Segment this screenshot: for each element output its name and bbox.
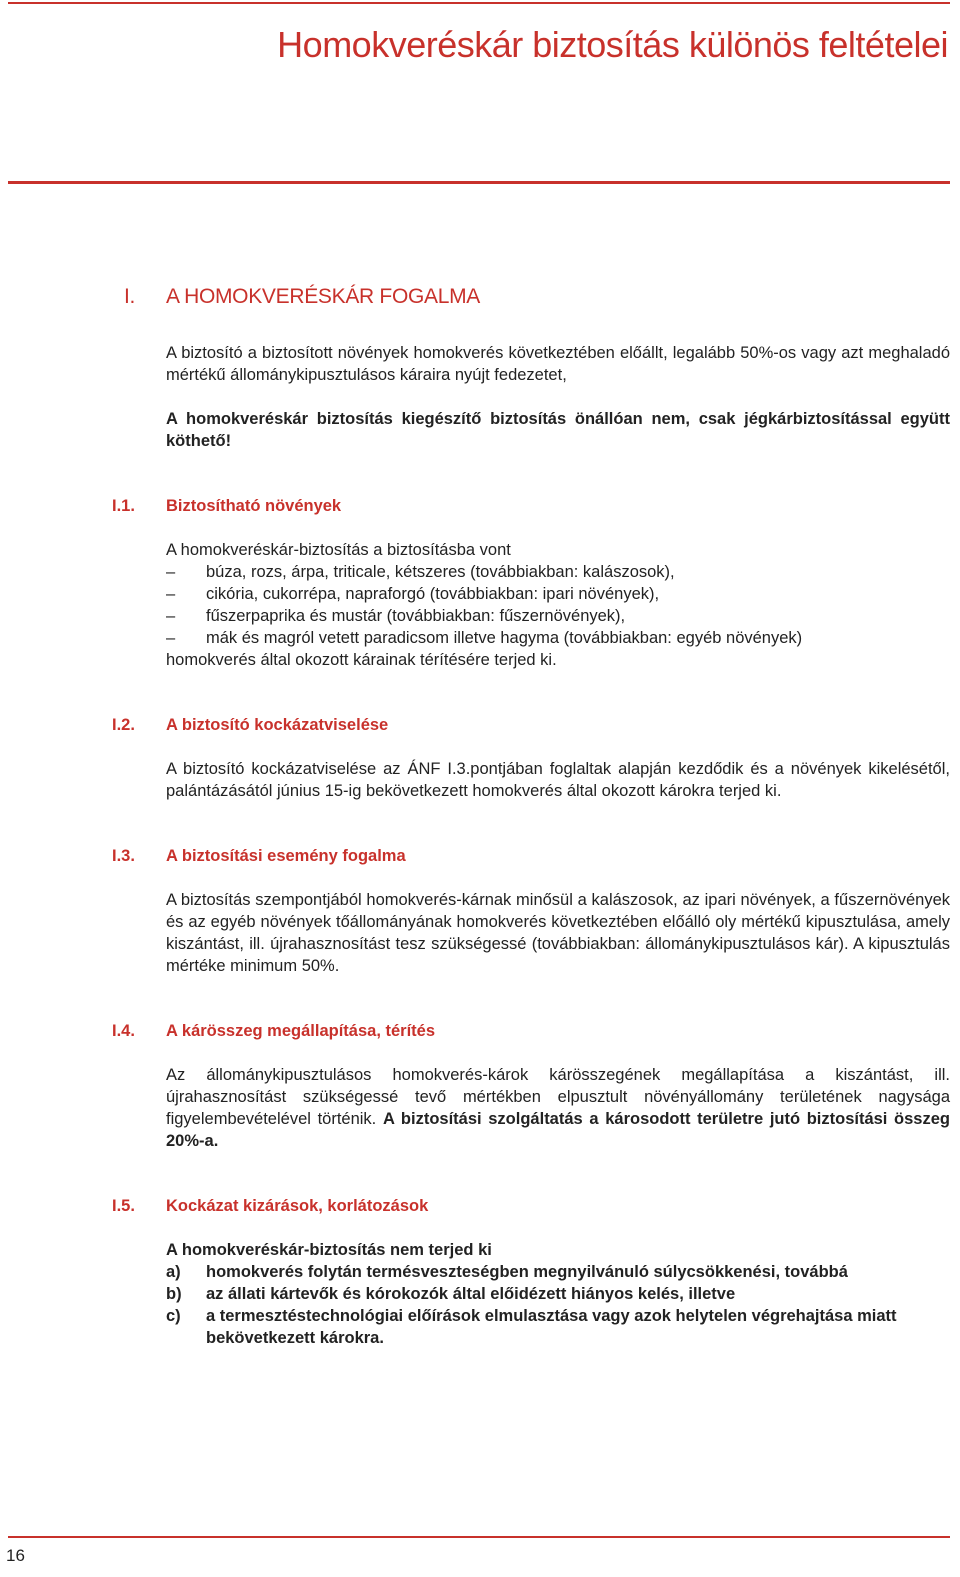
- subsection-body-2: [166, 758, 950, 802]
- risk-coverage-text: A biztosító kockázatviselése az ÁNF I.3.pontjában foglaltak alapján kezdődik és a növények kikelésétől, palántázásától június 15-ig bekövetkezett homokverés által okozott károkra terjed ki.: [166, 760, 950, 800]
- subsection-heading-3: [112, 845, 406, 867]
- dash-mark: –: [166, 563, 176, 581]
- subsection-number: I.4.: [112, 1022, 135, 1040]
- subsection-title: Biztosítható növények: [166, 497, 342, 515]
- subsection-heading-5: [112, 1195, 428, 1217]
- list-marker: c): [166, 1307, 181, 1325]
- loss-assessment-bold: A biztosítási szolgáltatás a károsodott területre jutó biztosítási összeg 20%-a.: [166, 1110, 950, 1150]
- section-heading: [124, 285, 480, 309]
- subsection-title: A biztosítási esemény fogalma: [166, 847, 406, 865]
- plants-list: [166, 561, 950, 649]
- list-item: [166, 605, 950, 627]
- subsection-number: I.1.: [112, 497, 135, 515]
- subsection-body-1: [166, 539, 950, 671]
- list-item: [166, 627, 950, 649]
- dash-mark: –: [166, 607, 176, 625]
- page-number: 16: [6, 1546, 25, 1565]
- footer-rule: [8, 1536, 950, 1538]
- list-item-text: a termesztéstechnológiai előírások elmulasztása vagy azok helytelen végrehajtása miatt bekövetkezett károkra.: [206, 1307, 897, 1347]
- section-intro: A biztosító a biztosított növények homokverés következtében előállt, legalább 50%-os vagy azt meghaladó mértékű állománykipusztulásos káraira nyújt fedezetet,: [166, 344, 950, 384]
- list-item-text: mák és magról vetett paradicsom illetve hagyma (továbbiakban: egyéb növények): [206, 629, 803, 647]
- subsection-heading-2: [112, 714, 388, 736]
- list-item-text: az állati kártevők és kórokozók által előidézett hiányos kelés, illetve: [206, 1285, 736, 1303]
- list-item: [166, 1261, 950, 1283]
- subsection-title: A kárösszeg megállapítása, térítés: [166, 1022, 436, 1040]
- plants-intro: A homokveréskár-biztosítás a biztosításba vont: [166, 541, 511, 559]
- subsection-number: I.5.: [112, 1197, 135, 1215]
- subsection-number: I.2.: [112, 716, 135, 734]
- list-marker: b): [166, 1285, 182, 1303]
- header-divider: [8, 181, 950, 184]
- exclusions-list: [166, 1261, 950, 1349]
- list-item: [166, 1305, 950, 1349]
- list-item-text: cikória, cukorrépa, napraforgó (továbbiakban: ipari növények),: [206, 585, 660, 603]
- section-title: A HOMOKVERÉSKÁR FOGALMA: [166, 285, 481, 308]
- top-rule: [8, 2, 950, 4]
- list-item-text: búza, rozs, árpa, triticale, kétszeres (továbbiakban: kalászosok),: [206, 563, 675, 581]
- list-marker: a): [166, 1263, 181, 1281]
- list-item: [166, 1283, 950, 1305]
- subsection-heading-4: [112, 1020, 435, 1042]
- list-item-text: fűszerpaprika és mustár (továbbiakban: fűszernövények),: [206, 607, 626, 625]
- subsection-title: Kockázat kizárások, korlátozások: [166, 1197, 429, 1215]
- subsection-body-4: [166, 1064, 950, 1152]
- page-title: Homokveréskár biztosítás különös feltételei: [277, 24, 948, 65]
- dash-mark: –: [166, 629, 176, 647]
- loss-assessment-text: [166, 1064, 950, 1152]
- section-note: A homokveréskár biztosítás kiegészítő biztosítás önállóan nem, csak jégkárbiztosítással együtt köthető!: [166, 410, 950, 450]
- list-item: [166, 561, 950, 583]
- subsection-body-5: [166, 1239, 950, 1349]
- subsection-body-3: [166, 889, 950, 977]
- subsection-number: I.3.: [112, 847, 135, 865]
- list-item-text: homokverés folytán termésveszteségben megnyilvánuló súlycsökkenési, továbbá: [206, 1263, 848, 1281]
- insured-event-text: A biztosítás szempontjából homokverés-kárnak minősül a kalászosok, az ipari növények, a fűszernövények és az egyéb növények tőállományának homokverés következtében előálló oly mértékű kipusztulása, amely kiszántást, ill. újrahasznosítást tesz szükségessé (továbbiakban: állománykipusztulásos kár). A kipusztulás mértéke minimum 50%.: [166, 891, 950, 975]
- plants-outro: homokverés által okozott kárainak térítésére terjed ki.: [166, 651, 557, 669]
- list-item: [166, 583, 950, 605]
- dash-mark: –: [166, 585, 176, 603]
- section-intro-block: [166, 342, 950, 452]
- section-number: I.: [124, 285, 136, 308]
- exclusions-intro: A homokveréskár-biztosítás nem terjed ki: [166, 1241, 492, 1259]
- subsection-title: A biztosító kockázatviselése: [166, 716, 389, 734]
- subsection-heading-1: [112, 495, 341, 517]
- loss-assessment-plain: Az állománykipusztulásos homokverés-károk kárösszegének megállapítása a kiszántást, ill. újrahasznosítást szükségessé tevő mértékben elpusztult növényállomány területének nagysága figyelembevételével történik.: [166, 1066, 950, 1128]
